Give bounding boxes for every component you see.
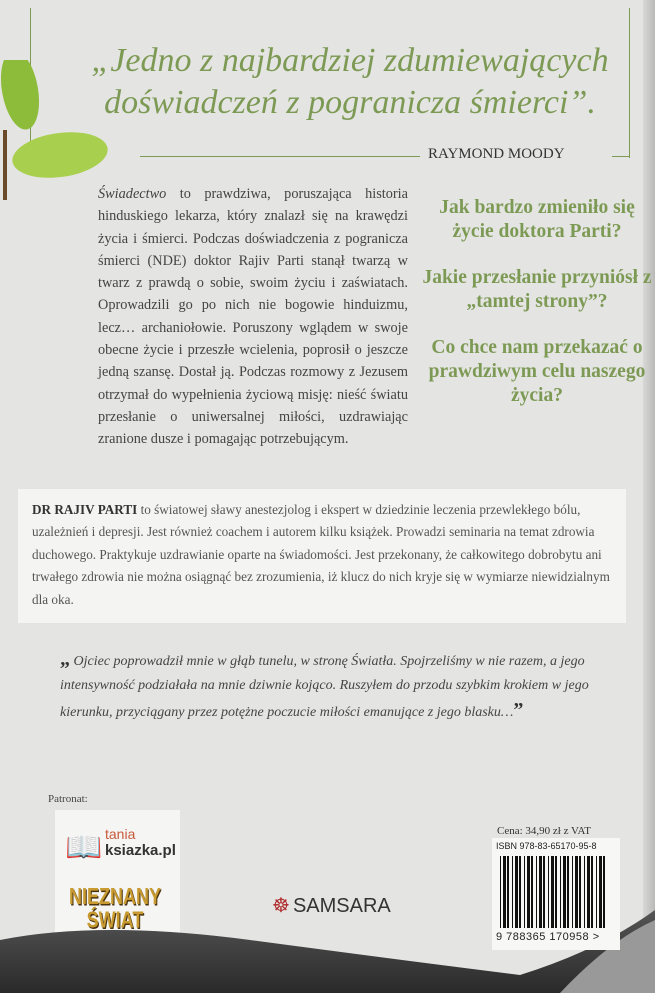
publisher-logo <box>272 893 391 918</box>
title-word: Świadectwo <box>98 186 167 202</box>
bio-text: to światowej sławy anestezjolog i ekspert w dziedzinie leczenia przewlekłego bólu, uzależnień i depresji. Jest również coachem i autorem kilku książek. Prowadzi seminaria na temat zdrowia duchowego. Praktykuje uzdrawianie oparte na świadomości. Jest przekonany, że całkowitego dobrobytu ani trwałego zdrowia nie można osiągnąć bez zrozumienia, iż klucz do nich kryje się w wymiarze niewidzialnym dla oka. <box>32 502 610 607</box>
description <box>98 183 408 451</box>
isbn: ISBN 978-83-65170-95-8 <box>496 841 597 851</box>
price: Cena: 34,90 zł z VAT <box>497 825 591 837</box>
divider <box>140 156 420 157</box>
wheel-icon: ☸ <box>272 895 290 917</box>
logo-text: ksiazka.pl <box>105 842 176 859</box>
author-bio <box>18 489 626 623</box>
question: Jak bardzo zmieniło się życie doktora Parti? <box>439 197 635 242</box>
excerpt-text: Ojciec poprowadził mnie w głąb tunelu, w stronę Światła. Spojrzeliśmy w nie razem, a jego intensywność podziałała na mnie dziwnie kojąco. Ruszyłem do przodu szybkim krokiem w jego kierunku, przyciągany przez potężne poczucie miłości emanujące z jego blasku… <box>60 654 589 720</box>
barcode-box <box>492 838 620 950</box>
publisher-name: SAMSARA <box>292 895 391 917</box>
description-text: to prawdziwa, poruszająca historia hinduskiego lekarza, który znalazł się na krawędzi życia i śmierci. Podczas doświadczenia z pogranicza śmierci (NDE) doktor Rajiv Parti stanął twarzą w twarz z prawdą o sobie, swoim życiu i zaświatach. Oprowadzili go po nich nie bogowie hinduizmu, lecz… archaniołowie. Poruszony wglądem w swoje obecne życie i przeszłe wcielenia, poprosił o jeszcze jedną szansę. Dostał ją. Podczas rozmowy z Jezusem otrzymał do wypełnienia życiową misję: nieść światu przesłanie o uniwersalnej miłości, uzdrawiając zranione dusze i pomagając potrzebującym. <box>98 186 408 448</box>
questions <box>422 196 652 430</box>
excerpt <box>60 647 620 725</box>
open-quote: „ <box>60 648 70 670</box>
nieznany-swiat-logo: NIEZNANY ŚWIAT <box>68 883 161 933</box>
question: Jakie przesłanie przyniósł z „tamtej strony”? <box>422 267 652 312</box>
patronage-label: Patronat: <box>48 793 88 805</box>
ean-number: 9 788365 170958 > <box>496 931 600 943</box>
barcode <box>500 856 610 928</box>
quote-author: RAYMOND MOODY <box>428 146 565 162</box>
close-quote: ” <box>513 699 524 721</box>
header-quote: „Jedno z najbardziej zdumiewających doświadczeń z pogranicza śmierci”. <box>91 42 609 121</box>
taniaksiazka-logo <box>65 826 176 864</box>
question: Co chce nam przekazać o prawdziwym celu naszego życia? <box>428 337 646 406</box>
book-owl-icon: 📖 <box>65 831 103 864</box>
book-spine-edge <box>643 0 655 993</box>
divider <box>612 156 630 157</box>
logo-text: tania <box>105 826 136 842</box>
bio-name: DR RAJIV PARTI <box>32 502 138 517</box>
